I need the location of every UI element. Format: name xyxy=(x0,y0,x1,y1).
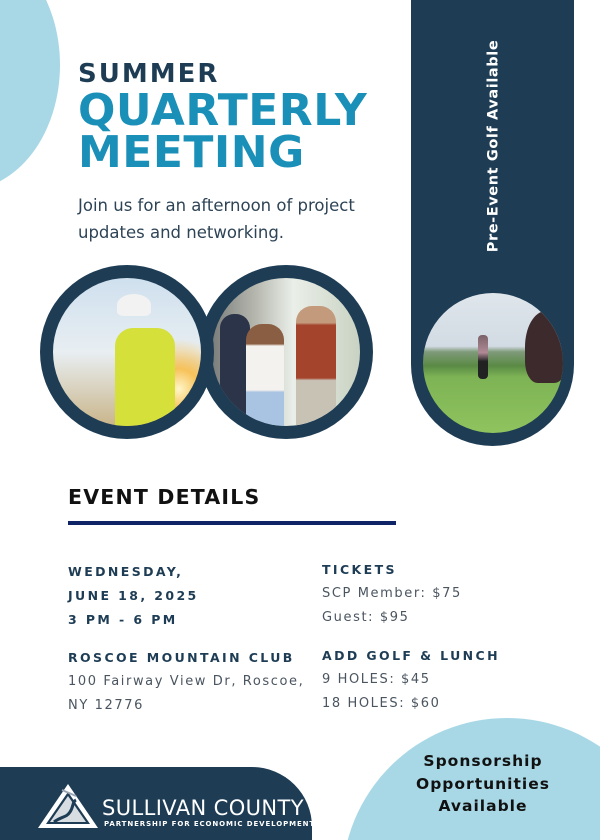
venue-name: ROSCOE MOUNTAIN CLUB xyxy=(68,650,295,665)
person-shape xyxy=(296,306,336,426)
ticket-member-price: SCP Member: $75 xyxy=(322,586,462,601)
tickets-label: TICKETS xyxy=(322,562,397,577)
sponsor-line-2: Opportunities xyxy=(416,774,550,793)
surveyor-photo xyxy=(53,278,201,426)
details-right-column xyxy=(322,558,500,716)
mountain-logo-icon xyxy=(36,782,100,830)
sponsor-line-3: Available xyxy=(438,797,528,815)
tree-shape xyxy=(525,311,563,383)
golf-lunch-label: ADD GOLF & LUNCH xyxy=(322,648,500,663)
photo-circle-surveyor xyxy=(40,265,214,439)
decorative-circle-top-left xyxy=(0,0,60,190)
details-left-column xyxy=(68,560,304,718)
photo-circle-networking xyxy=(199,265,373,439)
golf-banner-label: Pre-Event Golf Available xyxy=(485,39,502,253)
sponsor-line-1: Sponsorship xyxy=(423,752,543,770)
golf-banner-text xyxy=(478,28,508,264)
event-subtitle: Join us for an afternoon of project updates and networking. xyxy=(78,196,355,242)
hard-hat-shape xyxy=(117,294,151,316)
event-day: WEDNESDAY, xyxy=(68,564,184,579)
golf-18-holes-price: 18 HOLES: $60 xyxy=(322,696,441,711)
event-date: JUNE 18, 2025 xyxy=(68,588,199,603)
golfer-figure xyxy=(478,335,488,379)
venue-address-line-2: NY 12776 xyxy=(68,698,144,713)
venue-address-line-1: 100 Fairway View Dr, Roscoe, xyxy=(68,674,305,689)
person-shape xyxy=(246,324,284,426)
networking-photo xyxy=(212,278,360,426)
sponsorship-text xyxy=(398,750,568,818)
event-details-heading: EVENT DETAILS xyxy=(68,485,261,509)
heading-underline xyxy=(68,521,396,525)
ticket-guest-price: Guest: $95 xyxy=(322,610,410,625)
logo-org-name: SULLIVAN COUNTY xyxy=(102,796,304,820)
golfer-photo xyxy=(423,293,563,433)
golf-9-holes-price: 9 HOLES: $45 xyxy=(322,672,431,687)
title-line-2: MEETING xyxy=(78,127,305,178)
title-line-1: QUARTERLY xyxy=(78,85,368,136)
title-season: SUMMER xyxy=(78,59,220,89)
logo-tagline: PARTNERSHIP FOR ECONOMIC DEVELOPMENT xyxy=(104,820,316,828)
safety-vest-shape xyxy=(115,328,175,426)
event-time: 3 PM - 6 PM xyxy=(68,612,178,627)
event-title xyxy=(78,58,368,178)
